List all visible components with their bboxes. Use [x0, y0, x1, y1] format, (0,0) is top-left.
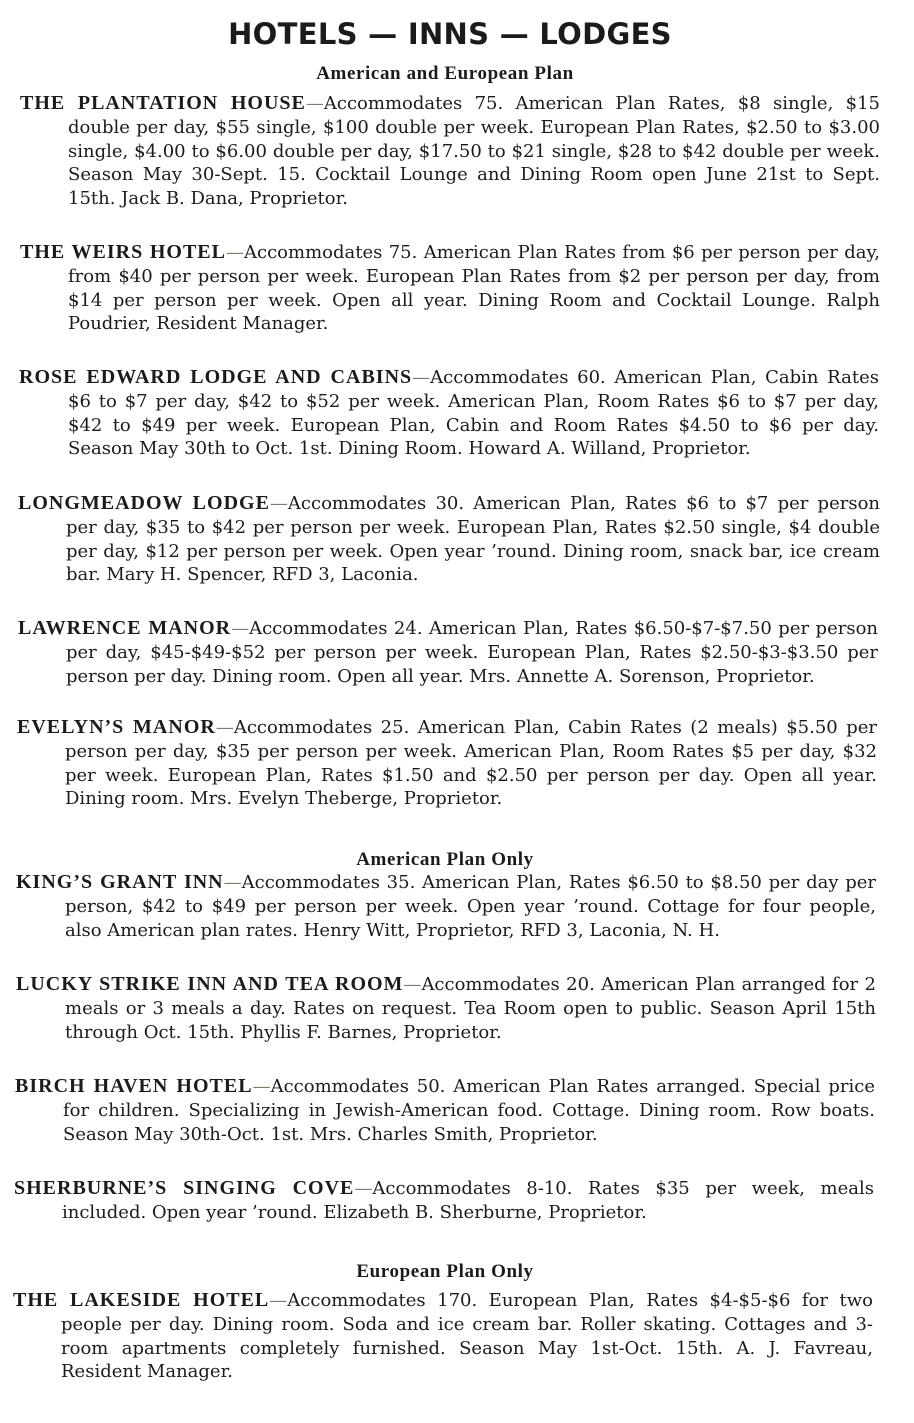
listing-description: Accommodates 30. American Plan, Rates $6 to $7 per person per day, $35 to $42 per person per week. European Plan, Rates $2.50 single, $4 double per day, $12 per person per week. Open year ’round. Dining room, snack bar, ice cream bar. Mary H. Spencer, RFD 3, Laconia.	[66, 493, 881, 586]
dash: —	[252, 1076, 271, 1097]
listing-plantation-house	[20, 92, 880, 211]
listing-name: LAWRENCE MANOR	[18, 617, 232, 639]
listing-longmeadow-lodge	[18, 492, 880, 587]
listing-description: Accommodates 50. American Plan Rates arranged. Special price for children. Specializing in Jewish-American food. Cottage. Dining room. Row boats. Season May 30th-Oct. 1st. Mrs. Charles Smith, Proprietor.	[63, 1076, 875, 1145]
listing-kings-grant-inn	[16, 871, 876, 942]
listing-sherburnes-singing-cove	[14, 1177, 874, 1225]
listing-description: Accommodates 35. American Plan, Rates $6.50 to $8.50 per day per person, $42 to $49 per person per week. Open year ’round. Cottage for four people, also American plan rates. Henry Witt, Proprietor, RFD 3, Laconia, N. H.	[65, 872, 876, 941]
listing-name: EVELYN’S MANOR	[17, 716, 216, 738]
listing-name: THE LAKESIDE HOTEL	[13, 1289, 270, 1311]
dash: —	[269, 493, 288, 514]
dash: —	[354, 1178, 373, 1199]
dash: —	[223, 872, 242, 893]
section-heading-european-only: European Plan Only	[356, 1261, 534, 1282]
section-heading-american-european: American and European Plan	[316, 63, 574, 84]
listing-evelyns-manor	[17, 716, 877, 811]
listing-name: SHERBURNE’S SINGING COVE	[14, 1177, 355, 1199]
listing-description: Accommodates 24. American Plan, Rates $6.50-$7-$7.50 per person per day, $45-$49-$52 per person per week. European Plan, Rates $2.50-$3-$3.50 per person per day. Dining room. Open all year. Mrs. Annette A. Sorenson, Proprietor.	[66, 618, 879, 687]
dash: —	[226, 242, 244, 263]
listing-lawrence-manor	[18, 617, 878, 688]
listing-description: Accommodates 25. American Plan, Cabin Rates (2 meals) $5.50 per person per day, $35 per person per week. American Plan, Room Rates $5 per day, $32 per week. European Plan, Rates $1.50 and $2.50 per person per day. Open all year. Dining room. Mrs. Evelyn Theberge, Proprietor.	[65, 717, 877, 810]
page-title: HOTELS — INNS — LODGES	[228, 17, 672, 51]
listing-description: Accommodates 8-10. Rates $35 per week, meals included. Open year ’round. Elizabeth B. Sherburne, Proprietor.	[62, 1178, 874, 1223]
listing-name: KING’S GRANT INN	[16, 871, 224, 893]
dash: —	[412, 367, 431, 388]
dash: —	[215, 717, 234, 738]
listing-name: BIRCH HAVEN HOTEL	[15, 1075, 253, 1097]
listing-birch-haven-hotel	[15, 1075, 875, 1146]
dash: —	[305, 93, 324, 114]
listing-lakeside-hotel	[13, 1289, 873, 1384]
listing-description: Accommodates 75. American Plan Rates from $6 per person per day, from $40 per person per week. European Plan Rates from $2 per person per day, from $14 per person per week. Open all year. Dining Room and Cocktail Lounge. Ralph Poudrier, Resident Manager.	[68, 242, 880, 335]
dash: —	[403, 974, 422, 995]
listing-name: LONGMEADOW LODGE	[18, 492, 270, 514]
listing-name: LUCKY STRIKE INN AND TEA ROOM	[16, 973, 404, 995]
listing-description: Accommodates 75. American Plan Rates, $8 single, $15 double per day, $55 single, $100 double per week. European Plan Rates, $2.50 to $3.00 single, $4.00 to $6.00 double per day, $17.50 to $21 single, $28 to $42 double per week. Season May 30-Sept. 15. Cocktail Lounge and Dining Room open June 21st to Sept. 15th. Jack B. Dana, Proprietor.	[68, 93, 881, 210]
listing-name: ROSE EDWARD LODGE AND CABINS	[19, 366, 413, 388]
listing-rose-edward-lodge	[19, 366, 879, 461]
listing-description: Accommodates 170. European Plan, Rates $4-$5-$6 for two people per day. Dining room. Soda and ice cream bar. Roller skating. Cottages and 3-room apartments completely furnished. Season May 1st-Oct. 15th. A. J. Favreau, Resident Manager.	[61, 1290, 873, 1383]
listing-weirs-hotel	[20, 241, 880, 336]
listing-name: THE WEIRS HOTEL	[20, 241, 226, 263]
dash: —	[231, 618, 250, 639]
listing-description: Accommodates 20. American Plan arranged for 2 meals or 3 meals a day. Rates on request. Tea Room open to public. Season April 15th through Oct. 15th. Phyllis F. Barnes, Proprietor.	[65, 974, 876, 1043]
dash: —	[269, 1290, 288, 1311]
listing-lucky-strike-inn	[16, 973, 876, 1044]
listing-name: THE PLANTATION HOUSE	[20, 92, 306, 114]
section-heading-american-only: American Plan Only	[356, 849, 534, 870]
listing-description: Accommodates 60. American Plan, Cabin Rates $6 to $7 per day, $42 to $52 per week. American Plan, Room Rates $6 to $7 per day, $42 to $49 per week. European Plan, Cabin and Room Rates $4.50 to $6 per day. Season May 30th to Oct. 1st. Dining Room. Howard A. Willand, Proprietor.	[68, 367, 879, 460]
